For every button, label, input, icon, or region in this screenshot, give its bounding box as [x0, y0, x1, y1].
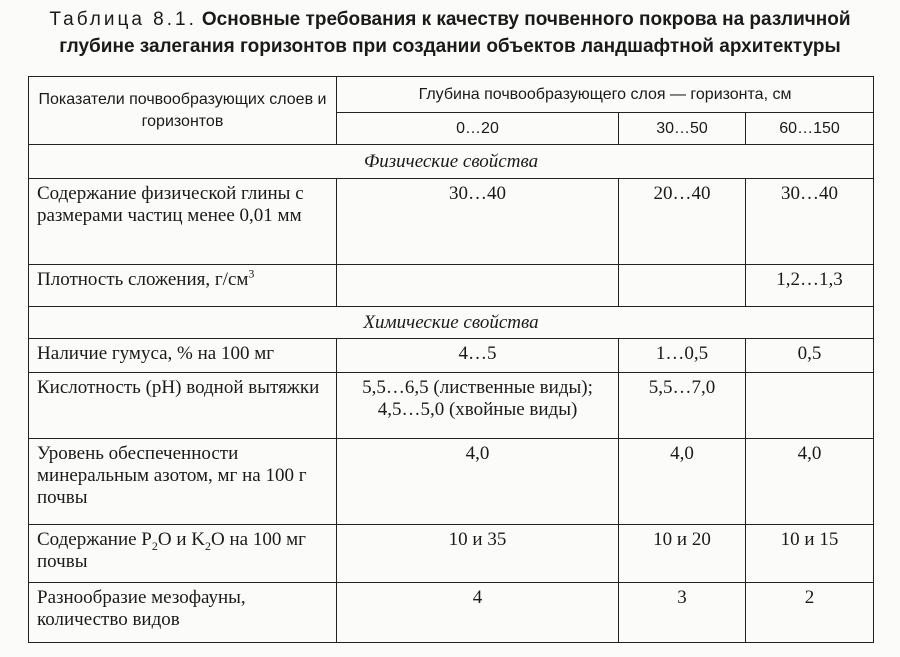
header-row-1 — [29, 77, 874, 113]
table-caption — [20, 6, 880, 60]
depth-header-30-50: 30…50 — [619, 113, 746, 145]
depth-group-header: Глубина почвообразующего слоя — горизонта, см — [337, 77, 874, 113]
value-cell — [337, 373, 619, 439]
depth-header-0-20: 0…20 — [337, 113, 619, 145]
value-cell: 0,5 — [746, 339, 874, 373]
value-cell: 3 — [619, 583, 746, 643]
value-cell: 1,2…1,3 — [746, 265, 874, 307]
table-title: Основные требования к качеству почвенного покрова на различной глубине залегания горизонтов при создании объектов ландшафтной архитектуры — [59, 9, 851, 57]
value-cell: 30…40 — [746, 179, 874, 265]
subscript: 2 — [205, 538, 211, 553]
param-density — [29, 265, 337, 307]
table-row — [29, 339, 874, 373]
superscript: 3 — [248, 266, 255, 281]
param-p2o-k2o — [29, 525, 337, 583]
param-column-header: Показатели почвообразующих слоев и горизонтов — [29, 77, 337, 145]
value-cell: 10 и 20 — [619, 525, 746, 583]
param-text: Содержание P — [37, 529, 152, 550]
depth-header-60-150: 60…150 — [746, 113, 874, 145]
value-cell: 10 и 35 — [337, 525, 619, 583]
section-chemical: Химические свойства — [29, 307, 874, 339]
soil-requirements-table — [28, 76, 874, 643]
param-humus: Наличие гумуса, % на 100 мг — [29, 339, 337, 373]
section-row — [29, 145, 874, 179]
value-cell: 4,0 — [619, 439, 746, 525]
param-clay: Содержание физической глины с размерами частиц менее 0,01 мм — [29, 179, 337, 265]
table-row — [29, 265, 874, 307]
param-nitrogen: Уровень обеспеченности минеральным азотом, мг на 100 г почвы — [29, 439, 337, 525]
section-row — [29, 307, 874, 339]
param-density-text: Плотность сложения, г/см — [37, 269, 249, 290]
value-cell: 10 и 15 — [746, 525, 874, 583]
param-text: O и K — [157, 529, 205, 550]
table-row — [29, 373, 874, 439]
table-row — [29, 179, 874, 265]
value-cell — [337, 265, 619, 307]
table-row — [29, 525, 874, 583]
param-acidity: Кислотность (pH) водной вытяжки — [29, 373, 337, 439]
value-cell — [746, 373, 874, 439]
subscript: 2 — [151, 538, 158, 553]
value-cell: 5,5…7,0 — [619, 373, 746, 439]
value-cell: 4,0 — [746, 439, 874, 525]
value-line: 4,5…5,0 (хвойные виды) — [377, 399, 578, 420]
value-cell: 20…40 — [619, 179, 746, 265]
table-row — [29, 583, 874, 643]
value-cell: 4,0 — [337, 439, 619, 525]
value-line: 5,5…6,5 (лиственные виды); — [362, 377, 593, 398]
value-cell: 2 — [746, 583, 874, 643]
value-cell: 4 — [337, 583, 619, 643]
table-label: Таблица 8.1. — [49, 9, 197, 30]
value-cell: 4…5 — [337, 339, 619, 373]
param-text: O на 100 мг почвы — [37, 529, 306, 572]
param-mesofauna: Разнообразие мезофауны, количество видов — [29, 583, 337, 643]
section-physical: Физические свойства — [29, 145, 874, 179]
value-cell: 30…40 — [337, 179, 619, 265]
value-cell: 1…0,5 — [619, 339, 746, 373]
value-cell — [619, 265, 746, 307]
table-row — [29, 439, 874, 525]
